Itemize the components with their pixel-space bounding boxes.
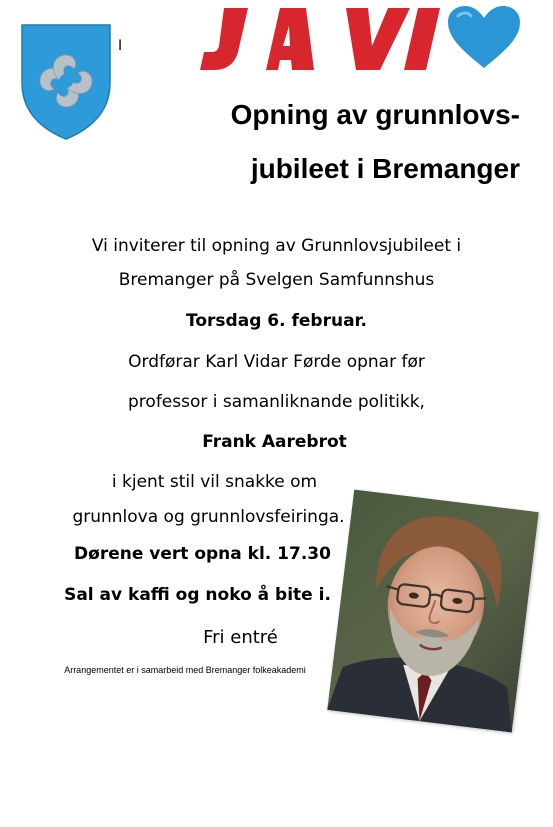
intro-line-1: Vi inviterer til opning av Grunnlovsjubileet i xyxy=(91,236,462,256)
bremanger-crest-logo xyxy=(20,23,112,141)
speaker-photo xyxy=(327,489,539,732)
ja-vi-logo xyxy=(196,4,524,72)
title-line-2: jubileet i Bremanger xyxy=(250,153,520,184)
footnote: Arrangementet er i samarbeid med Bremanger folkeakademi xyxy=(64,665,306,675)
coffee-sale: Sal av kaffi og noko å bite i. xyxy=(64,585,331,605)
event-date: Torsdag 6. februar. xyxy=(186,311,367,331)
topic-line-2: grunnlova og grunnlovsfeiringa. xyxy=(72,507,345,527)
speaker-line-2: professor i samanliknande politikk, xyxy=(128,392,425,412)
free-entry: Fri entré xyxy=(203,627,278,648)
header-marker: I xyxy=(118,38,123,54)
event-title xyxy=(150,88,520,196)
speaker-name: Frank Aarebrot xyxy=(202,432,347,452)
doors-open: Dørene vert opna kl. 17.30 xyxy=(74,544,331,564)
speaker-line-1: Ordførar Karl Vidar Førde opnar før xyxy=(128,352,425,372)
topic-line-1: i kjent stil vil snakke om xyxy=(111,472,318,492)
title-line-1: Opning av grunnlovs- xyxy=(230,99,520,130)
intro-line-2: Bremanger på Svelgen Samfunnshus xyxy=(118,270,435,290)
